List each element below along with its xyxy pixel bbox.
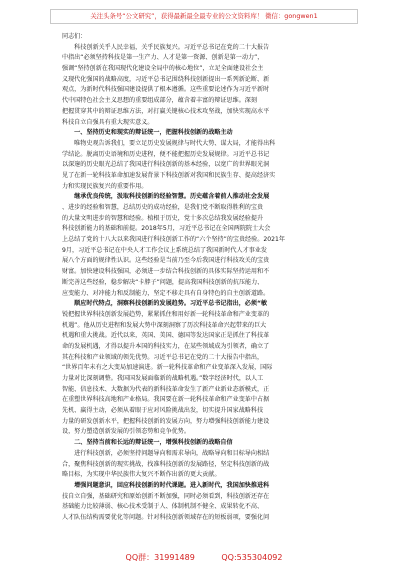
paragraph-line: 机遇和重大挑战。近代以来，英国、美国、德国等发达国家正是抓住了科技革 xyxy=(62,332,270,340)
section-heading-line: 二、坚持当前和长远的辩证统一，增强科技创新的战略自信 xyxy=(62,439,233,447)
paragraph-line: 机遇”。他从历史进程和发展大势中深刻洞察了历次科技革命兴起带来的巨大 xyxy=(62,321,267,329)
paragraph-line: 合，聚焦科技创新的现实挑战，找准科技创新的发展路径，坚定科技创新的战 xyxy=(62,460,270,468)
paragraph-line: 在重塑世界科技高地和产业格局。我国要在新一轮科技革命和产业变革中占据 xyxy=(62,396,270,404)
paragraph-line: 设，努力塑造创新发展的引领态势和竞争优势。 xyxy=(62,428,190,436)
paragraph-line: 的大量文明进步的智慧和经验。植根于历史，党十多次总结我发展经验提升 xyxy=(62,214,264,222)
paragraph-line: “世界百年未有之大变局加速演进。新一轮科技革命和产业变革深入发展，国际 xyxy=(62,364,273,372)
paragraph-line: 见了在新一轮科技革命加速发展背景下科技创新对我国和民族生存、提高经济实 xyxy=(62,171,276,179)
paragraph-line: 、进步的经验和智慧，总结历史的成功经验，是我们党不断取得胜利的宝贵 xyxy=(62,204,264,211)
paragraph-line: 锐把握世界科技创新发展趋势，紧紧抓住和用好新一轮科技革命和产业变革的 xyxy=(62,310,270,318)
paragraph-line: 展八个方面的规律性认识。这些经验是当前乃至今后我国进行科技攻关的宝贵 xyxy=(62,257,270,265)
paragraph-line: 科技自立自强具有重大现实意义。 xyxy=(62,118,154,126)
paragraph-line: 断完善这些经验，稳步解决“卡脖子”问题，提高我国科技创新的抗压能力、 xyxy=(62,278,264,286)
paragraph-line: 同志们： xyxy=(62,33,87,40)
section-heading-line: 一、坚持历史和现实的辩证统一，把握科技创新的战略主动 xyxy=(62,129,233,137)
paragraph-line: 唯物史观告诉我们，要立足历史发展规律与时代大势、谋大局，才能得出科 xyxy=(62,139,276,147)
footer-qq-group: QQ群：31991489 xyxy=(125,553,195,562)
paragraph-line: 基础能力比较薄弱、核心技术受制于人、体制机制不健全、成果转化不高、 xyxy=(62,503,264,511)
paragraph-line: 力和实现民族复兴的重要作用。 xyxy=(62,182,148,190)
paragraph-line: 财富。加快建设科技强国，必须进一步结合科技创新的具体实际坚持运用和不 xyxy=(62,268,270,276)
paragraph-line: 科技创新能力的基础和前提。2018年5月，习近平总书记在全国两院院士大会 xyxy=(62,225,271,233)
paragraph-line: 进行科技创新，必须坚持问题导向和需求导向，战略导向和目标导向相结 xyxy=(62,449,270,457)
paragraph-line: 力量的研发创新水平，把握科技创新的发展方向，努力增强科技创新能力建设 xyxy=(62,417,270,425)
paragraph-line: 学结论。脱离历史语境和历史进程，便不能把握历史发展规律。习近平总书记 xyxy=(62,150,270,158)
paragraph-line: 其在科技和产业领域的领先优势。习近平总书记在党的二十大报告中指出， xyxy=(62,353,264,361)
paragraph-line: 智能、信息技术、大数据为代表的新科技革命发生了新产业新业态新模式，正 xyxy=(62,385,270,393)
footer-contact xyxy=(0,552,408,563)
footer-qq-number: QQ:535304092 xyxy=(221,553,283,562)
paragraph-line: 代中国特色社会主义思想的重要组成部分，蕴含着丰富的辩证思维。深刻 xyxy=(62,97,257,105)
paragraph-line: 技自立自强，基础研究和原始创新不断加强，同时必须看到，科技创新还存在 xyxy=(62,492,270,500)
paragraph-line: 命的发展机遇，才得以提升本国的科技实力，在某些领域成为引领者，确立了 xyxy=(62,342,270,350)
paragraph-line: 力量对比深刻调整。我国国发展面临新的战略机遇。”数字经济时代，以人工 xyxy=(62,375,264,382)
paragraph-line: 把握贯穿其中的辩证思维方法，对打赢关键核心技术攻坚战，加快实现高水平 xyxy=(62,107,270,115)
document-body xyxy=(62,32,348,540)
paragraph-line: 中指出“必须坚持科技是第一生产力、人才是第一资源、创新是第一动力”， xyxy=(62,54,264,62)
section-heading-line: 增强问题意识，回应科技创新的时代课题。进入新时代，我国加快推进科 xyxy=(62,481,270,489)
paragraph-line: 义现代化强国的战略高度，习近平总书记围绕科技创新提出一系列新论断、新 xyxy=(62,75,270,83)
paragraph-line: 人才队伍结构需要优化等问题。针对科技创新领域存在的短板弱项，要强化问 xyxy=(62,513,270,521)
paragraph-line: 略目标，为实现中华民族伟大复兴不断作出新的更大贡献。 xyxy=(62,471,221,479)
paragraph-line: 应变能力、对冲能力和反制能力，坚定不移走具有自身特色的自主创新道路。 xyxy=(62,289,270,297)
promo-banner: 关注头条号“公文研究”，获得最新最全最专业的公文资料库！ 微信：gongwen1 xyxy=(50,9,358,24)
paragraph-line: 9月，习近平总书记在中央人才工作会议上系统总结了我国新时代人才事业发 xyxy=(62,246,267,254)
paragraph-line: 以深邃的历史眼光总结了我国进行科技创新的基本经验，以宽广的世界眼光洞 xyxy=(62,161,270,169)
section-heading-line: 继承优良传统，汲取科技创新的经验智慧。历史蕴含着前人推动社会发展 xyxy=(62,193,270,201)
paragraph-line: 科技创新关乎人民幸福，关乎民族复兴。习近平总书记在党的二十大报告 xyxy=(62,43,270,51)
paragraph-line: 先机、赢得主动，必须从着眼于应对风险挑战出发，切实提升国家战略科技 xyxy=(62,407,264,415)
paragraph-line: 观点，为新时代科技强国建设提供了根本遵循。这些重要论述作为习近平新时 xyxy=(62,86,270,94)
section-heading-line: 顺应时代特点，洞察科技创新的发展趋势。习近平总书记指出，必须“敏 xyxy=(62,300,268,308)
paragraph-line: 上总结了党的十八大以来我国进行科技创新工作的“六个坚持”的宝贵经验。2021年 xyxy=(62,236,285,244)
paragraph-line: 强调“坚持创新在我国现代化建设全局中的核心地位”，立足全面建设社会主 xyxy=(62,65,264,73)
